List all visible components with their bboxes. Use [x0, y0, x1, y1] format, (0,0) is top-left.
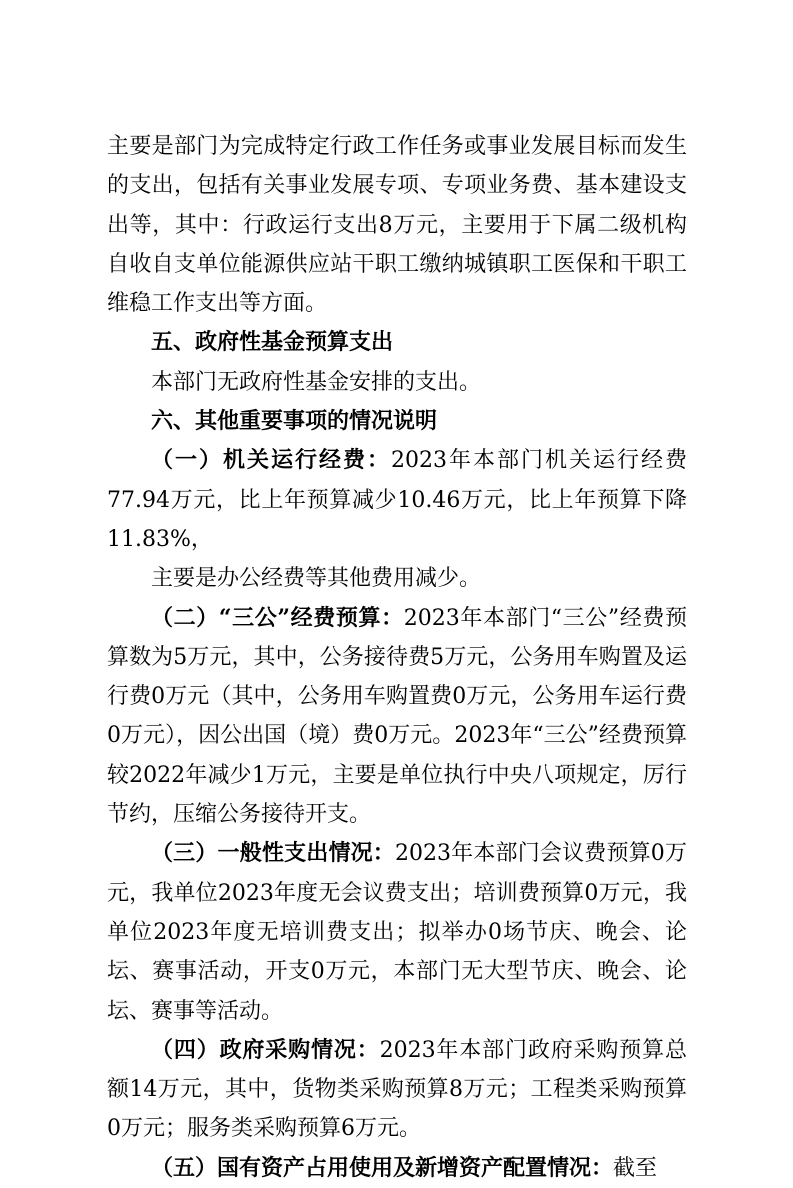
- paragraph-general-expenditure: [107, 834, 687, 1030]
- paragraph-three-public-expenses: [107, 599, 687, 835]
- subsection-label-general-expenditure: （三）一般性支出情况：: [151, 840, 395, 867]
- document-body: [107, 127, 687, 1188]
- paragraph-operating-costs: [107, 441, 687, 559]
- paragraph-government-fund: 本部门无政府性基金安排的支出。: [151, 369, 482, 395]
- subsection-label-procurement: （四）政府采购情况：: [151, 1036, 380, 1063]
- subsection-label-three-public: （二）“三公”经费预算：: [151, 604, 404, 631]
- subsection-text-general-expenditure: 2023年本部门会议费预算0万元，我单位2023年度无会议费支出；培训费预算0万元，我单位2023年度无培训费支出；拟举办0场节庆、晚会、论坛、赛事活动，开支0万元，本部门无大型节庆、晚会、论坛、赛事等活动。: [107, 841, 687, 1024]
- paragraph-operating-costs-reason: 主要是办公经费等其他费用减少。: [151, 566, 482, 592]
- subsection-text-procurement: 2023年本部门政府采购预算总额14万元，其中，货物类采购预算8万元；工程类采购预算0万元；服务类采购预算6万元。: [107, 1037, 687, 1142]
- section-heading-other-matters: 六、其他重要事项的情况说明: [151, 409, 438, 435]
- paragraph-state-assets: [107, 1149, 687, 1188]
- paragraph-project-expenditure: 主要是部门为完成特定行政工作任务或事业发展目标而发生的支出，包括有关事业发展专项、专项业务费、基本建设支出等，其中：行政运行支出8万元，主要用于下属二级机构自收自支单位能源供应站干职工缴纳城镇职工医保和干职工维稳工作支出等方面。: [107, 134, 687, 317]
- subsection-label-state-assets: （五）国有资产占用使用及新增资产配置情况：: [151, 1154, 614, 1181]
- subsection-text-state-assets: 截至: [613, 1155, 658, 1181]
- section-heading-government-fund: 五、政府性基金预算支出: [151, 330, 394, 356]
- subsection-text-operating-costs: 2023年本部门机关运行经费77.94万元，比上年预算减少10.46万元，比上年预算下降11.83%，: [107, 448, 687, 552]
- paragraph-procurement: [107, 1031, 687, 1149]
- subsection-text-three-public: 2023年本部门“三公”经费预算数为5万元，其中，公务接待费5万元，公务用车购置及运行费0万元（其中，公务用车购置费0万元，公务用车运行费0万元），因公出国（境）费0万元。2023年“三公”经费预算较2022年减少1万元，主要是单位执行中央八项规定，厉行节约，压缩公务接待开支。: [107, 605, 688, 828]
- subsection-label-operating-costs: （一）机关运行经费：: [151, 447, 391, 474]
